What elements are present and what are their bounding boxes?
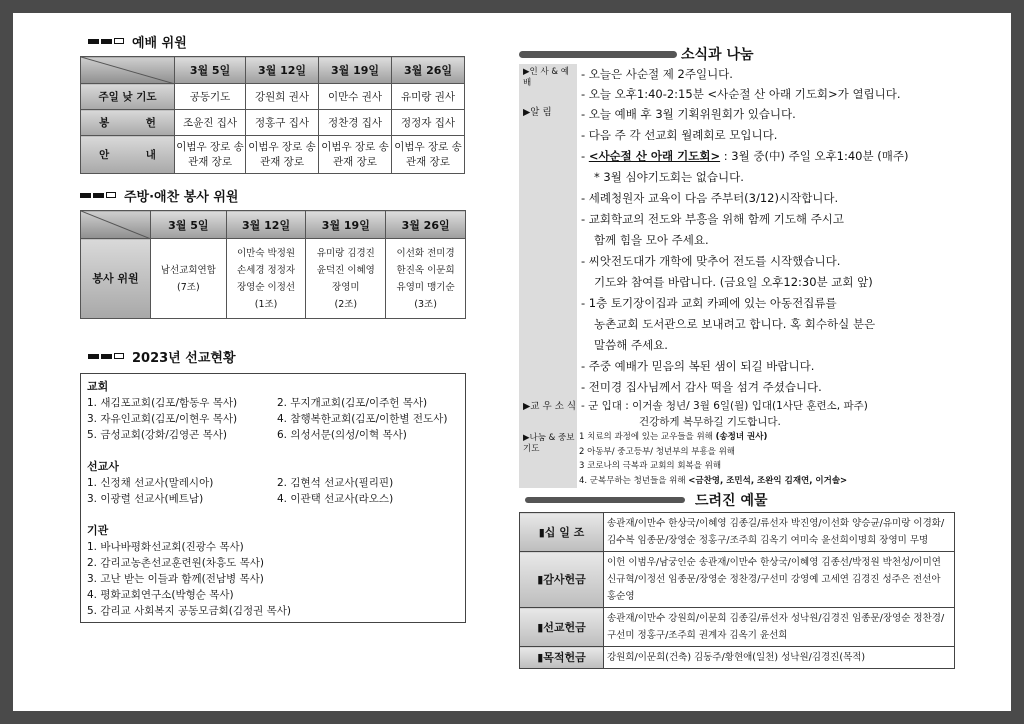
church-entry: 6. 의성서문(의성/이혁 목사)	[277, 429, 407, 441]
offerings-section-title	[519, 490, 959, 510]
news-line: - 전미경 집사님께서 감사 떡을 섬겨 주셨습니다.	[581, 380, 822, 394]
table-row	[520, 552, 955, 608]
greeting-section	[519, 64, 959, 104]
church-entry: 2. 무지개교회(김포/이주헌 목사)	[277, 397, 428, 409]
cell-line: 유영미 맹기순	[396, 281, 455, 293]
table-row	[81, 84, 465, 110]
prayer-names: (송정녀 권사)	[715, 432, 768, 442]
prayer-line	[579, 445, 959, 460]
kitchen-date: 3월 26일	[386, 211, 466, 239]
prayer-text: 3 코로나의 극복과 교회의 회복을 위해	[579, 461, 722, 471]
missionary-entry: 4. 이관택 선교사(라오스)	[277, 493, 394, 505]
prayer-names: <금찬영, 조민석, 조완익 김재연, 이거솔>	[688, 475, 848, 486]
mission-box	[80, 373, 466, 623]
news-line: - 1층 토기장이집과 교회 카페에 있는 아동전집류를	[581, 296, 837, 310]
prayer-line	[579, 430, 959, 445]
mission-title: 2023년 선교현황	[132, 350, 236, 366]
cell-line: 한진옥 이문희	[396, 264, 455, 276]
offering-names: 송관재/이만수 강원희/이문희 김종길/류선자 성낙원/김경진 임종문/장영순 정찬경/구선미 정홍구/조주희 권계자 김옥기 윤선희	[604, 608, 955, 647]
table-cell: 공동기도	[175, 84, 246, 110]
cell-line: 장영순 이정선	[237, 281, 296, 293]
table-cell: 이범우 장로 송관재 장로	[246, 136, 319, 174]
cell-line: 윤덕진 이혜영	[316, 264, 375, 276]
news-line: - 교회학교의 전도와 부흥을 위해 함께 기도해 주시고	[581, 212, 845, 226]
table-cell: 정홍구 집사	[246, 110, 319, 136]
cell-line: 남선교회연합	[160, 264, 216, 276]
right-column	[519, 44, 959, 669]
org-entry: 2. 감리교농촌선교훈련원(차흥도 목사)	[87, 557, 265, 569]
church-entry: 3. 자유인교회(김포/이현우 목사)	[87, 413, 238, 425]
offering-names: 강원희/이문희(건축) 김동주/황현애(일천) 성낙원/김경진(목적)	[604, 647, 955, 669]
bullet-marks-icon	[88, 38, 124, 44]
table-row	[81, 136, 465, 174]
prayer-line	[579, 474, 959, 489]
table-cell: 이범우 장로 송관재 장로	[175, 136, 246, 174]
notice-label: ▶알 림	[519, 104, 577, 398]
table-cell: 유미랑 권사	[391, 84, 464, 110]
missionaries-heading: 선교사	[87, 460, 119, 473]
table-cell: 정찬경 집사	[319, 110, 392, 136]
mission-section-title	[88, 345, 468, 367]
offering-type: ▮감사헌금	[520, 552, 604, 608]
cell-line: (1조)	[254, 298, 278, 310]
title-bar-icon	[519, 51, 677, 58]
table-cell: 이범우 장로 송관재 장로	[391, 136, 464, 174]
list-item	[87, 427, 459, 443]
kitchen-date: 3월 5일	[151, 211, 227, 239]
cell-line: 이만숙 박정원	[237, 247, 296, 259]
worship-date: 3월 5일	[175, 57, 246, 84]
offering-names: 이헌 이범우/남궁인순 송관재/이만수 한상국/이혜영 김종선/박정원 박천성/이미연 신규혁/이정선 임종문/장영순 정찬경/구선미 강영예 고세연 김경진 성주은 전선아 홍순영	[604, 552, 955, 608]
prayer-label: ▶나눔 & 중보기도	[519, 430, 577, 488]
news-line: - 오늘은 사순절 제 2주일니다.	[581, 67, 733, 81]
list-item	[87, 475, 459, 491]
table-corner	[81, 57, 175, 84]
table-cell	[226, 239, 306, 319]
diagonal-line-icon	[81, 211, 151, 239]
worship-date: 3월 19일	[319, 57, 392, 84]
news-line: - 군 입대 : 이거솔 청년/ 3월 6일(월) 입대(1사단 훈련소, 파주)	[581, 400, 868, 412]
news-line: - 오늘 예배 후 3월 기획위원회가 있습니다.	[581, 107, 796, 121]
left-column	[68, 30, 468, 623]
news-line: - 주중 예배가 믿음의 복된 샘이 되길 바랍니다.	[581, 359, 815, 373]
kitchen-title: 주방·애찬 봉사 위원	[124, 189, 239, 205]
news-line: - <사순절 산 아래 기도회> : 3월 중(中) 주일 오후1:40분 (매주)	[581, 149, 909, 163]
prayer-text: 1 치료의 과정에 있는 교우들을 위해	[579, 432, 716, 442]
cell-line: (3조)	[414, 298, 437, 310]
table-row	[520, 513, 955, 552]
worship-title: 예배 위원	[132, 35, 187, 51]
list-item	[87, 395, 459, 411]
cell-line: 손세경 정정자	[237, 264, 296, 276]
orgs-heading: 기관	[87, 524, 109, 537]
bullet-marks-icon	[88, 353, 124, 359]
table-cell: 강원희 권사	[246, 84, 319, 110]
missionary-entry: 1. 신정채 선교사(말레시아)	[87, 477, 214, 489]
offering-type: ▮십 일 조	[520, 513, 604, 552]
news-line: 건강하게 복무하길 기도합니다.	[639, 416, 781, 428]
greeting-label: ▶인 사 & 예 배	[519, 64, 577, 104]
church-entry: 5. 금성교회(강화/김영곤 목사)	[87, 429, 227, 441]
missionary-entry: 3. 이광렬 선교사(베트남)	[87, 493, 204, 505]
member-label: ▶교 우 소 식	[519, 398, 577, 430]
table-cell: 이만수 권사	[319, 84, 392, 110]
row-header: 안 내	[81, 136, 175, 174]
prayer-text: 2 아동부/ 중고등부/ 청년부의 부흥을 위해	[579, 446, 736, 457]
church-entry: 1. 새김포교회(김포/함동우 목사)	[87, 397, 238, 409]
news-section-title	[519, 44, 959, 64]
list-item	[87, 411, 459, 427]
org-entry: 4. 평화교회연구소(박형순 목사)	[87, 589, 234, 601]
table-corner	[81, 211, 151, 239]
org-entry: 5. 감리교 사회복지 공동모금회(김정권 목사)	[87, 605, 291, 617]
kitchen-section-title	[80, 184, 468, 206]
prayer-section	[519, 430, 959, 488]
worship-table	[80, 56, 465, 174]
cell-line: 장영미	[332, 281, 360, 293]
table-cell: 이범우 장로 송관재 장로	[319, 136, 392, 174]
row-header: 봉 헌	[81, 110, 175, 136]
worship-section-title	[88, 30, 468, 52]
table-row	[520, 608, 955, 647]
cell-line: (2조)	[334, 298, 358, 310]
prayer-text: 4. 군복무하는 청년들을 위해	[579, 475, 689, 486]
offering-names: 송관재/이만수 한상국/이혜영 김종길/류선자 박진영/이선화 양승균/유미랑 이경화/김수복 임종문/장영순 정홍구/조주희 김옥기 여미숙 윤선희이명희 장영미 무명	[604, 513, 955, 552]
news-line-rest: : 3월 중(中) 주일 오후1:40분 (매주)	[720, 149, 909, 163]
table-row	[81, 239, 466, 319]
table-row	[81, 110, 465, 136]
org-entry: 3. 고난 받는 이들과 함께(전남병 목사)	[87, 573, 264, 585]
offerings-table	[519, 512, 955, 669]
cell-line: (7조)	[177, 281, 200, 293]
news-line: * 3월 심야기도회는 없습니다.	[594, 170, 744, 184]
table-cell: 정정자 집사	[391, 110, 464, 136]
row-header: 주일 낮 기도	[81, 84, 175, 110]
kitchen-table	[80, 210, 466, 319]
kitchen-date: 3월 12일	[226, 211, 306, 239]
row-header: 봉사 위원	[81, 239, 151, 319]
member-section	[519, 398, 959, 430]
table-cell	[151, 239, 227, 319]
org-entry: 1. 바나바평화선교회(진광수 목사)	[87, 541, 244, 553]
cell-line: 이선화 전미경	[396, 247, 455, 259]
worship-date: 3월 26일	[391, 57, 464, 84]
table-cell	[386, 239, 466, 319]
title-bar-icon	[525, 497, 685, 503]
news-line: - 씨앗전도대가 개학에 맞추어 전도를 시작했습니다.	[581, 254, 841, 268]
table-cell	[306, 239, 386, 319]
news-line: - 다음 주 각 선교회 월례회로 모입니다.	[581, 128, 778, 142]
table-cell: 조윤진 집사	[175, 110, 246, 136]
news-line: 함께 힘을 모아 주세요.	[594, 233, 709, 247]
prayer-meeting-link: <사순절 산 아래 기도회>	[588, 149, 721, 163]
diagonal-line-icon	[81, 57, 175, 84]
news-line: 농촌교회 도서관으로 보내려고 합니다. 혹 회수하실 분은	[594, 317, 876, 331]
churches-heading: 교회	[87, 380, 109, 393]
prayer-line	[579, 459, 959, 474]
church-entry: 4. 참행복한교회(김포/이한별 전도사)	[277, 413, 448, 425]
list-item	[87, 491, 459, 507]
news-line: - 오늘 오후1:40-2:15분 <사순절 산 아래 기도회>가 열립니다.	[581, 87, 901, 101]
bullet-marks-icon	[80, 192, 116, 198]
offering-type: ▮목적헌금	[520, 647, 604, 669]
news-line: 기도와 참여를 바랍니다. (금요일 오후12:30분 교회 앞)	[594, 275, 873, 289]
offerings-title: 드려진 예물	[695, 493, 768, 509]
news-line: - 세례청원자 교육이 다음 주부터(3/12)시작합니다.	[581, 191, 839, 205]
worship-date: 3월 12일	[246, 57, 319, 84]
notice-section	[519, 104, 959, 398]
missionary-entry: 2. 김현석 선교사(필리핀)	[277, 477, 394, 489]
news-title: 소식과 나눔	[681, 47, 754, 63]
offering-type: ▮선교헌금	[520, 608, 604, 647]
kitchen-date: 3월 19일	[306, 211, 386, 239]
cell-line: 유미랑 김경진	[316, 247, 375, 259]
news-line: 말씀해 주세요.	[594, 338, 668, 352]
table-row	[520, 647, 955, 669]
